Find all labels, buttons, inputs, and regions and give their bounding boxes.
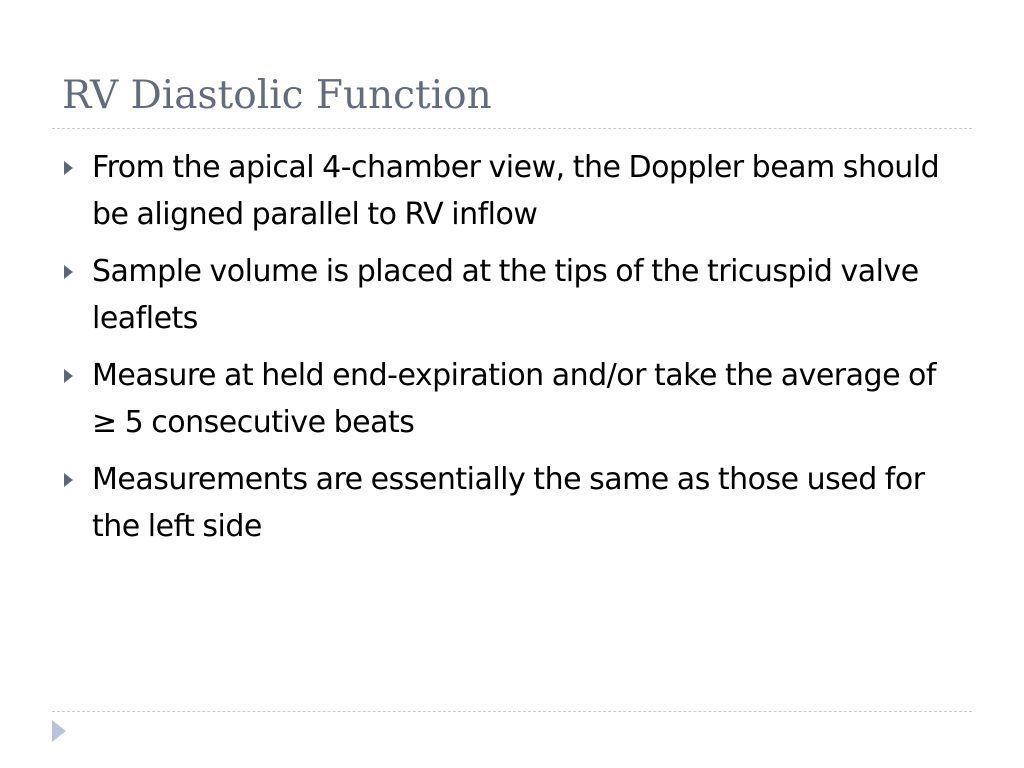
bullet-item [0,248,1024,342]
bullet-text: Sample volume is placed at the tips of the tricuspid valve leaflets [92,254,919,336]
bullet-item [0,352,1024,446]
bullet-arrow-icon [64,369,73,383]
slide-title: RV Diastolic Function [62,73,492,118]
bullet-list [0,144,1024,560]
title-divider [52,128,972,129]
bullet-text: Measurements are essentially the same as those used for the left side [92,462,925,544]
bullet-item [0,144,1024,238]
footer-divider [52,711,972,712]
bullet-arrow-icon [64,473,73,487]
bullet-arrow-icon [64,161,73,175]
bullet-arrow-icon [64,265,73,279]
bullet-item [0,456,1024,550]
bullet-text: From the apical 4-chamber view, the Doppler beam should be aligned parallel to RV inflow [92,150,940,232]
bullet-text: Measure at held end-expiration and/or take the average of ≥ 5 consecutive beats [92,358,936,440]
corner-triangle-icon [52,720,66,742]
